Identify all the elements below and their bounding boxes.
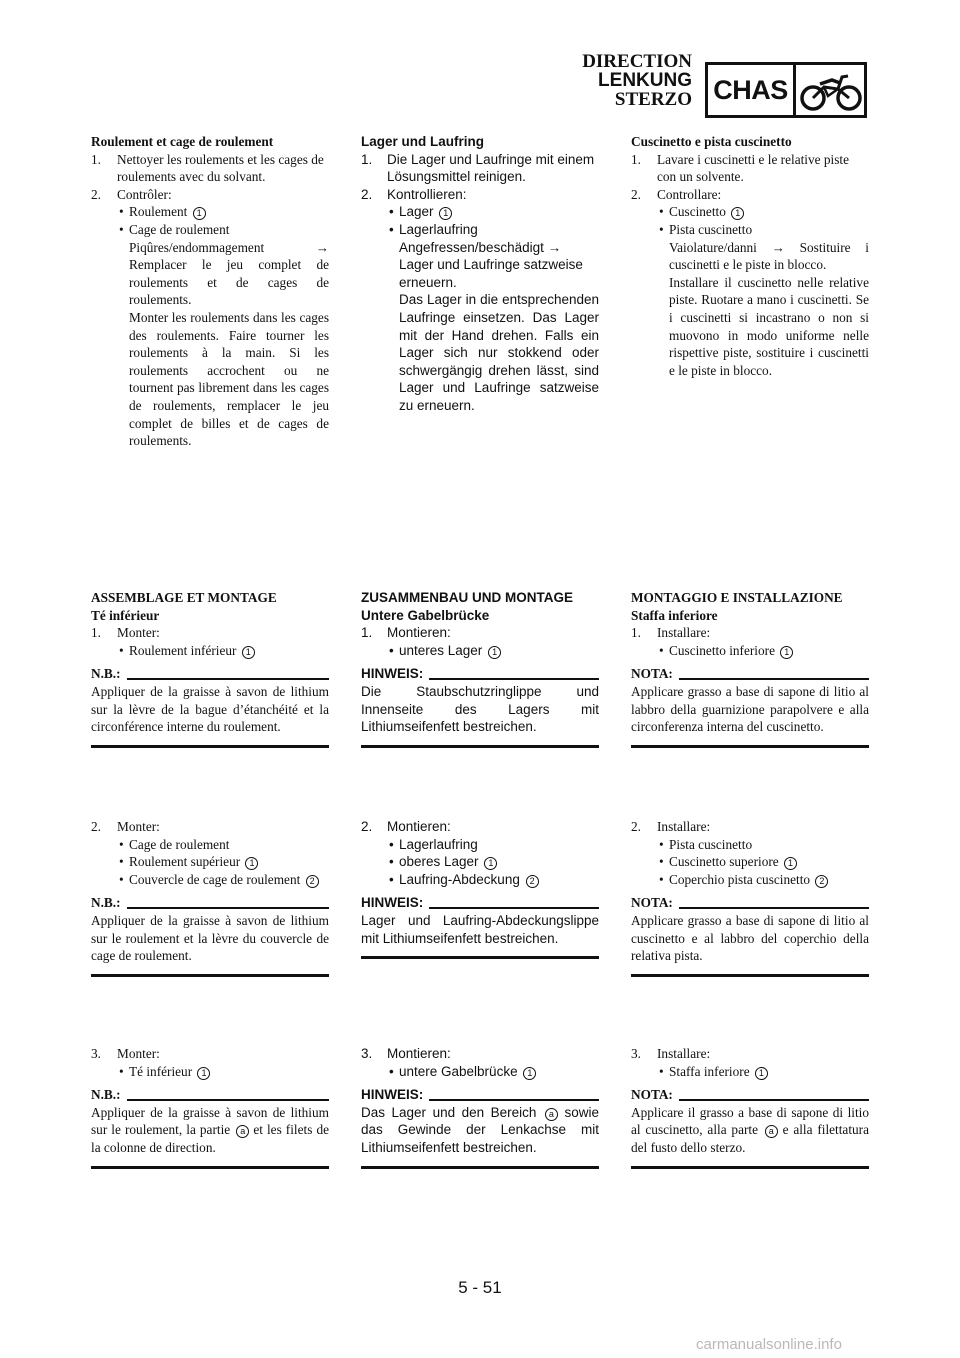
bullet-text: Coperchio pista cuscinetto xyxy=(669,871,811,887)
note-text xyxy=(91,1104,329,1157)
bullet-text: Pista cuscinetto xyxy=(669,836,753,852)
note-box xyxy=(631,1086,869,1168)
note-end-rule xyxy=(631,1166,869,1169)
note-box xyxy=(361,894,599,959)
assembly-section-de xyxy=(361,589,599,748)
bullet-text: Té inférieur xyxy=(129,1063,193,1079)
step-number: 1. xyxy=(631,625,641,641)
note-label: HINWEIS: xyxy=(361,1087,424,1103)
assembly-section-fr xyxy=(91,589,329,748)
heading: ASSEMBLAGE ET MONTAGE xyxy=(91,590,277,605)
step-number: 2. xyxy=(91,186,101,202)
bullet-text: Roulement inférieur xyxy=(129,642,237,658)
ref-marker: 1 xyxy=(193,207,206,220)
step-text: Die Lager und Laufringe mit einem Lösungsmittel reinigen. xyxy=(387,151,595,185)
bearing-section-fr xyxy=(91,133,329,450)
step3-section-it xyxy=(631,1045,869,1169)
ref-marker: 1 xyxy=(488,646,501,659)
step-number: 2. xyxy=(361,819,373,834)
step-text: Monter: xyxy=(117,625,160,641)
note-rule xyxy=(127,907,329,909)
ref-marker: 1 xyxy=(731,207,744,220)
note-box xyxy=(361,665,599,747)
ref-marker: 1 xyxy=(245,857,258,870)
paragraph: Vaiolature/danni → Sostituire i cuscinetti e le piste in blocco. xyxy=(669,239,869,273)
step-text: Montieren: xyxy=(387,1046,451,1061)
step-text: Lavare i cuscinetti e le relative piste con un solvente. xyxy=(657,151,849,185)
ref-marker: 1 xyxy=(780,646,793,659)
paragraph: Installare il cuscinetto nelle relative piste. Ruotare a mano i cuscinetti. Se i cuscinetti si incastrano o non si muovono in modo uniforme nelle rispettive piste, sostituire i cuscinetti e le piste in blocco. xyxy=(669,274,869,378)
step-text: Installare: xyxy=(657,1046,711,1061)
bullet-text: Lagerlaufring xyxy=(399,221,478,237)
bullet-text: Cage de roulement xyxy=(129,221,230,237)
subheading: Untere Gabelbrücke xyxy=(361,607,490,623)
heading: Lager und Laufring xyxy=(361,134,484,149)
note-rule xyxy=(429,907,599,909)
step-number: 1. xyxy=(91,151,101,167)
paragraph: Das Lager in die entsprechenden Laufringe einsetzen. Das Lager mit der Hand drehen. Falls ein Lager sich nur stokkend oder schwergängig drehen lässt, sind Lager und Laufringe satzweise zu erneuern. xyxy=(399,292,599,413)
note-label: HINWEIS: xyxy=(361,666,424,682)
step-text: Monter: xyxy=(117,819,160,834)
bullet-text: oberes Lager xyxy=(399,854,479,870)
step-number: 2. xyxy=(361,186,373,202)
chapter-badge-label: CHAS xyxy=(708,65,796,115)
step-text: Nettoyer les roulements et les cages de roulements avec du solvant. xyxy=(117,151,324,185)
step-number: 2. xyxy=(631,819,641,834)
bullet-text: Roulement supérieur xyxy=(129,854,241,870)
bullet-text: untere Gabelbrücke xyxy=(399,1063,518,1079)
step-text: Contrôler: xyxy=(117,186,172,202)
bullet-text: Couvercle de cage de roulement xyxy=(129,871,301,887)
ref-marker: a xyxy=(236,1125,249,1138)
step-text: Montieren: xyxy=(387,625,451,641)
note-box xyxy=(361,1086,599,1168)
ref-marker: 1 xyxy=(197,1067,210,1080)
ref-marker: a xyxy=(765,1125,778,1138)
note-text: Die Staubschutzringlippe und Innenseite des Lagers mit Lithiumseifenfett bestreichen. xyxy=(361,683,599,735)
step-text: Montieren: xyxy=(387,819,451,834)
note-rule xyxy=(127,1099,329,1101)
note-label: N.B.: xyxy=(91,895,121,911)
note-end-rule xyxy=(91,745,329,748)
subheading: Té inférieur xyxy=(91,607,160,623)
step-text: Monter: xyxy=(117,1046,160,1061)
note-text-part: Appliquer de la graisse à savon de lithium sur le roulement, la partie xyxy=(91,1104,329,1138)
step-number: 1. xyxy=(631,151,641,167)
note-rule xyxy=(679,1099,869,1101)
note-rule xyxy=(679,907,869,909)
bullet-text: Lagerlaufring xyxy=(399,836,478,852)
note-end-rule xyxy=(361,1166,599,1169)
step-number: 2. xyxy=(91,819,101,834)
note-label: N.B.: xyxy=(91,1087,121,1103)
motorcycle-icon xyxy=(798,67,864,120)
bullet-text: Staffa inferiore xyxy=(669,1063,750,1079)
bullet-text: Roulement xyxy=(129,204,188,220)
ref-marker: 1 xyxy=(242,646,255,659)
step2-section-fr xyxy=(91,818,329,977)
note-label: NOTA: xyxy=(631,1087,673,1103)
title-fr: DIRECTION xyxy=(582,51,692,72)
bullet-text: Pista cuscinetto xyxy=(669,221,753,237)
note-label: N.B.: xyxy=(91,666,121,682)
assembly-section-it xyxy=(631,589,869,748)
note-end-rule xyxy=(91,1166,329,1169)
ref-marker: 1 xyxy=(523,1067,536,1080)
step3-section-de xyxy=(361,1045,599,1169)
subheading: Staffa inferiore xyxy=(631,607,718,623)
note-text: Applicare grasso a base di sapone di litio al cuscinetto e al labbro del coperchio della relativa pista. xyxy=(631,912,869,964)
ref-marker: 1 xyxy=(484,857,497,870)
note-text: Appliquer de la graisse à savon de lithium sur le roulement et la lèvre du couvercle de cage de roulement. xyxy=(91,912,329,964)
step3-section-fr xyxy=(91,1045,329,1169)
step-number: 1. xyxy=(91,625,101,641)
note-box xyxy=(91,665,329,747)
ref-marker: 2 xyxy=(526,875,539,888)
note-text-part: et les filets de la colonne de direction. xyxy=(91,1122,329,1155)
note-text-part: e alla filettatura del fusto dello sterzo. xyxy=(631,1122,869,1155)
bearing-section-de xyxy=(361,133,599,415)
title-it: STERZO xyxy=(614,89,692,110)
heading: MONTAGGIO E INSTALLAZIONE xyxy=(631,590,843,605)
bullet-text: Cuscinetto superiore xyxy=(669,854,779,870)
watermark: carmanualsonline.info xyxy=(696,1336,842,1353)
bullet-text: Laufring-Abdeckung xyxy=(399,871,520,887)
note-end-rule xyxy=(361,745,599,748)
paragraph: Monter les roulements dans les cages des roulements. Faire tourner les roulements à la main. Si les roulements accrochent ou ne tournent pas librement dans les cages de roulements, remplacer le jeu complet de billes et de cages de roulements. xyxy=(129,309,329,449)
paragraph: Piqûres/endommagement → Remplacer le jeu complet de roulements et de cages de roulements. xyxy=(129,239,329,308)
step-number: 3. xyxy=(631,1046,641,1061)
bearing-section-it xyxy=(631,133,869,379)
step-number: 1. xyxy=(361,625,373,641)
note-rule xyxy=(127,678,329,680)
ref-marker: 1 xyxy=(755,1067,768,1080)
note-end-rule xyxy=(631,745,869,748)
heading: Roulement et cage de roulement xyxy=(91,134,274,149)
heading: ZUSAMMENBAU UND MONTAGE xyxy=(361,590,573,605)
ref-marker: a xyxy=(545,1108,558,1121)
page-number: 5 - 51 xyxy=(458,1278,502,1297)
ref-marker: 1 xyxy=(439,207,452,220)
step-text: Installare: xyxy=(657,819,711,834)
bullet-text: Cuscinetto xyxy=(669,204,726,220)
note-rule xyxy=(679,678,869,680)
step-text: Kontrollieren: xyxy=(387,186,467,202)
note-end-rule xyxy=(91,974,329,977)
step-number: 3. xyxy=(361,1046,373,1061)
note-rule xyxy=(429,678,599,680)
note-rule xyxy=(429,1099,599,1101)
note-end-rule xyxy=(631,974,869,977)
note-end-rule xyxy=(361,956,599,959)
bullet-text: unteres Lager xyxy=(399,642,483,658)
ref-marker: 2 xyxy=(306,875,319,888)
note-box xyxy=(631,665,869,747)
note-text: Applicare grasso a base di sapone di litio al labbro della guarnizione parapolvere e alla circonferenza interna del cuscinetto. xyxy=(631,683,869,735)
note-text-part: Das Lager und den Bereich xyxy=(361,1104,537,1120)
ref-marker: 2 xyxy=(815,875,828,888)
bullet-text: Cage de roulement xyxy=(129,836,230,852)
note-label: HINWEIS: xyxy=(361,895,424,911)
step2-section-de xyxy=(361,818,599,959)
note-box xyxy=(91,1086,329,1168)
step2-section-it xyxy=(631,818,869,977)
note-text-part: sowie das Gewinde der Lenkachse mit Lithiumseifenfett bestreichen. xyxy=(361,1104,599,1155)
note-text xyxy=(631,1104,869,1157)
heading: Cuscinetto e pista cuscinetto xyxy=(631,134,792,149)
note-text: Appliquer de la graisse à savon de lithium sur la lèvre de la bague d’étanchéité et la circonférence interne du roulement. xyxy=(91,683,329,735)
note-text-part: Applicare il grasso a base di sapone di litio al cuscinetto, alla parte xyxy=(631,1104,869,1138)
note-box xyxy=(91,894,329,976)
step-number: 3. xyxy=(91,1046,101,1061)
note-label: NOTA: xyxy=(631,666,673,682)
note-label: NOTA: xyxy=(631,895,673,911)
paragraph: Angefressen/beschädigt → Lager und Laufringe satzweise erneuern. xyxy=(399,239,583,290)
section-titles xyxy=(582,52,692,109)
step-text: Installare: xyxy=(657,625,711,641)
title-de: LENKUNG xyxy=(598,70,692,91)
chapter-badge xyxy=(705,62,867,118)
step-text: Controllare: xyxy=(657,186,722,202)
note-box xyxy=(631,894,869,976)
bullet-text: Cuscinetto inferiore xyxy=(669,642,775,658)
bullet-text: Lager xyxy=(399,204,434,220)
step-number: 1. xyxy=(361,151,373,167)
note-text: Lager und Laufring-Abdeckungslippe mit Lithiumseifenfett bestreichen. xyxy=(361,912,599,946)
note-text xyxy=(361,1104,599,1157)
ref-marker: 1 xyxy=(784,857,797,870)
step-number: 2. xyxy=(631,186,641,202)
